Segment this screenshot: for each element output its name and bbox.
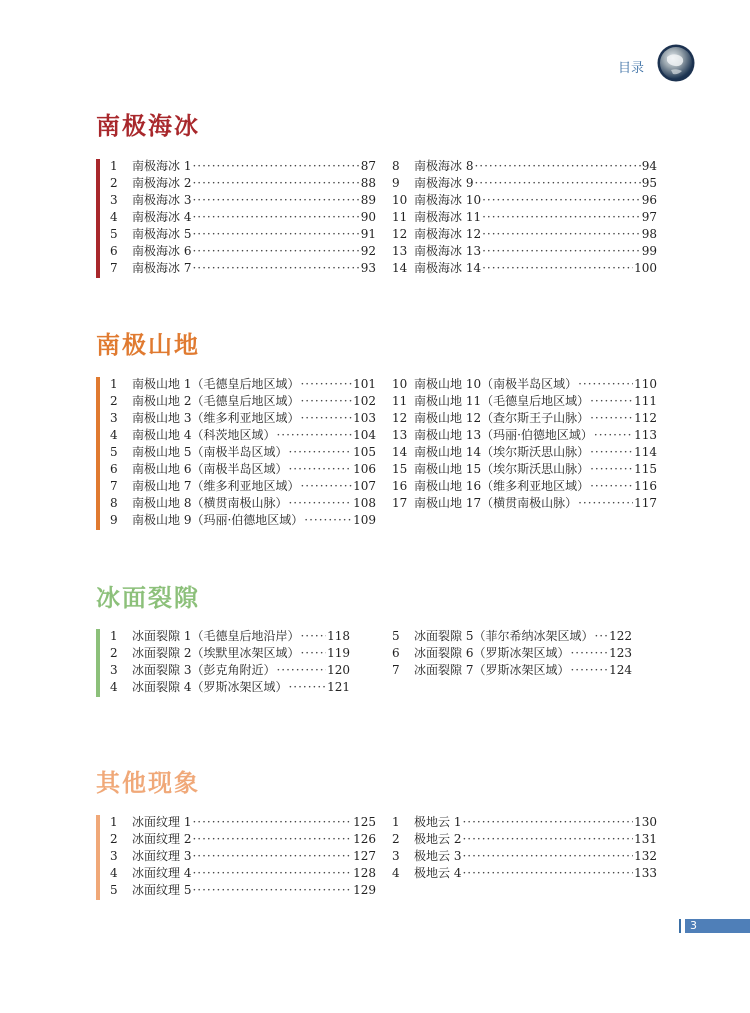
entry-number: 5: [110, 883, 118, 897]
toc-entry[interactable]: [392, 376, 657, 393]
toc-entry[interactable]: [110, 226, 376, 243]
entry-page: 116: [634, 479, 657, 493]
entry-number: 2: [110, 646, 118, 660]
entry-label: 冰面裂隙 7（罗斯冰架区域）: [414, 663, 570, 677]
entry-number: 4: [110, 428, 118, 442]
entry-number: 2: [110, 176, 118, 190]
entry-label: 冰面纹理 2: [132, 832, 192, 846]
entry-label: 南极海冰 10: [414, 193, 482, 207]
section-title: 冰面裂隙: [96, 583, 200, 612]
section-accent-bar: [96, 629, 100, 697]
entry-label: 南极海冰 12: [414, 227, 482, 241]
leader-dots: [288, 444, 352, 461]
entry-label: 南极山地 9（玛丽·伯德地区域）: [132, 513, 304, 527]
leader-dots: [594, 628, 608, 645]
page-bar-accent: [679, 919, 681, 933]
leader-dots: [578, 376, 633, 393]
leader-dots: [300, 376, 352, 393]
leader-dots: [590, 393, 633, 410]
entry-number: 4: [110, 680, 118, 694]
entry-number: 1: [110, 159, 118, 173]
entry-page: 120: [327, 663, 350, 677]
leader-dots: [288, 679, 326, 696]
leader-dots: [482, 226, 641, 243]
entry-page: 97: [641, 210, 657, 224]
entry-label: 南极海冰 1: [132, 159, 192, 173]
leader-dots: [570, 662, 608, 679]
toc-entry[interactable]: [110, 645, 350, 662]
toc-entry[interactable]: [110, 628, 350, 645]
toc-entry[interactable]: [110, 192, 376, 209]
entry-label: 南极山地 1（毛德皇后地区域）: [132, 377, 300, 391]
toc-entry[interactable]: [110, 260, 376, 277]
entry-page: 89: [360, 193, 376, 207]
entry-page: 103: [353, 411, 376, 425]
entry-page: 105: [353, 445, 376, 459]
entry-label: 冰面裂隙 4（罗斯冰架区域）: [132, 680, 288, 694]
entry-label: 南极山地 17（横贯南极山脉）: [414, 496, 578, 510]
entry-number: 3: [110, 663, 118, 677]
toc-entry[interactable]: [110, 158, 376, 175]
entry-page: 87: [360, 159, 376, 173]
entry-label: 极地云 1: [414, 815, 462, 829]
entry-label: 南极山地 15（埃尔斯沃思山脉）: [414, 462, 590, 476]
globe-icon: [657, 44, 695, 82]
toc-entry[interactable]: [392, 427, 657, 444]
leader-dots: [192, 209, 359, 226]
entry-number: 1: [110, 815, 118, 829]
entry-number: 3: [392, 849, 400, 863]
toc-entry[interactable]: [392, 495, 657, 512]
header-label: 目录: [618, 61, 645, 76]
entry-number: 13: [392, 428, 408, 442]
entry-number: 17: [392, 496, 408, 510]
leader-dots: [462, 831, 633, 848]
toc-entry[interactable]: [392, 209, 657, 226]
entry-number: 10: [392, 377, 408, 391]
toc-entry[interactable]: [110, 848, 376, 865]
entry-page: 125: [353, 815, 376, 829]
entry-number: 11: [392, 210, 408, 224]
entry-page: 123: [609, 646, 632, 660]
entry-number: 7: [392, 663, 400, 677]
entry-page: 98: [641, 227, 657, 241]
entry-page: 93: [360, 261, 376, 275]
entry-page: 95: [641, 176, 657, 190]
toc-entry[interactable]: [392, 410, 657, 427]
entry-page: 115: [634, 462, 657, 476]
leader-dots: [482, 209, 641, 226]
entry-label: 极地云 3: [414, 849, 462, 863]
entry-label: 冰面纹理 4: [132, 866, 192, 880]
leader-dots: [192, 192, 359, 209]
toc-entry[interactable]: [110, 865, 376, 882]
leader-dots: [300, 478, 352, 495]
entry-label: 南极海冰 9: [414, 176, 474, 190]
toc-entry[interactable]: [110, 495, 376, 512]
entry-number: 4: [110, 866, 118, 880]
leader-dots: [462, 814, 633, 831]
entry-number: 1: [110, 377, 118, 391]
entry-page: 129: [353, 883, 376, 897]
leader-dots: [594, 427, 633, 444]
entry-page: 110: [634, 377, 657, 391]
entry-number: 12: [392, 227, 408, 241]
entry-label: 南极海冰 11: [414, 210, 482, 224]
entry-label: 南极山地 3（维多利亚地区域）: [132, 411, 300, 425]
toc-entry[interactable]: [110, 393, 376, 410]
entry-page: 114: [634, 445, 657, 459]
toc-entry[interactable]: [392, 831, 657, 848]
toc-entry[interactable]: [392, 243, 657, 260]
toc-entry[interactable]: [392, 175, 657, 192]
entry-label: 冰面裂隙 5（菲尔希纳冰架区域）: [414, 629, 594, 643]
leader-dots: [300, 628, 326, 645]
entry-page: 111: [634, 394, 657, 408]
leader-dots: [590, 410, 633, 427]
toc-entry[interactable]: [110, 814, 376, 831]
toc-entry[interactable]: [110, 478, 376, 495]
leader-dots: [300, 393, 352, 410]
entry-number: 7: [110, 479, 118, 493]
entry-label: 南极海冰 7: [132, 261, 192, 275]
leader-dots: [192, 882, 352, 899]
leader-dots: [276, 662, 326, 679]
entry-number: 6: [110, 244, 118, 258]
entry-label: 南极山地 11（毛德皇后地区域）: [414, 394, 590, 408]
leader-dots: [570, 645, 608, 662]
entry-page: 99: [641, 244, 657, 258]
entry-number: 14: [392, 445, 408, 459]
leader-dots: [590, 461, 633, 478]
entry-label: 南极海冰 6: [132, 244, 192, 258]
toc-entry[interactable]: [392, 393, 657, 410]
leader-dots: [192, 831, 352, 848]
toc-entry[interactable]: [110, 243, 376, 260]
toc-column-left: [110, 158, 376, 277]
section-accent-bar: [96, 815, 100, 900]
section-title: 南极山地: [96, 330, 200, 359]
entry-number: 9: [392, 176, 400, 190]
leader-dots: [192, 175, 359, 192]
entry-page: 109: [353, 513, 376, 527]
toc-entry[interactable]: [392, 192, 657, 209]
toc-entry[interactable]: [110, 512, 376, 529]
leader-dots: [300, 410, 352, 427]
leader-dots: [304, 512, 352, 529]
entry-page: 124: [609, 663, 632, 677]
leader-dots: [590, 478, 633, 495]
leader-dots: [482, 260, 633, 277]
leader-dots: [192, 814, 352, 831]
leader-dots: [590, 444, 633, 461]
leader-dots: [482, 192, 641, 209]
entry-number: 4: [392, 866, 400, 880]
entry-page: 130: [634, 815, 657, 829]
entry-label: 南极海冰 2: [132, 176, 192, 190]
entry-number: 6: [110, 462, 118, 476]
toc-entry[interactable]: [392, 645, 632, 662]
toc-column-right: [392, 628, 632, 679]
entry-label: 冰面纹理 5: [132, 883, 192, 897]
toc-entry[interactable]: [110, 461, 376, 478]
toc-entry[interactable]: [110, 175, 376, 192]
entry-label: 南极海冰 13: [414, 244, 482, 258]
entry-number: 5: [110, 445, 118, 459]
entry-label: 南极海冰 5: [132, 227, 192, 241]
entry-label: 南极海冰 14: [414, 261, 482, 275]
entry-label: 极地云 2: [414, 832, 462, 846]
entry-number: 1: [110, 629, 118, 643]
entry-page: 96: [641, 193, 657, 207]
leader-dots: [474, 158, 640, 175]
entry-number: 10: [392, 193, 408, 207]
entry-page: 126: [353, 832, 376, 846]
toc-entry[interactable]: [392, 158, 657, 175]
entry-label: 南极山地 2（毛德皇后地区域）: [132, 394, 300, 408]
entry-page: 118: [327, 629, 350, 643]
entry-page: 88: [360, 176, 376, 190]
entry-label: 南极山地 12（查尔斯王子山脉）: [414, 411, 590, 425]
entry-page: 104: [353, 428, 376, 442]
entry-label: 南极海冰 3: [132, 193, 192, 207]
leader-dots: [192, 865, 352, 882]
leader-dots: [474, 175, 640, 192]
entry-number: 2: [110, 832, 118, 846]
entry-label: 冰面裂隙 6（罗斯冰架区域）: [414, 646, 570, 660]
leader-dots: [288, 495, 352, 512]
entry-number: 3: [110, 193, 118, 207]
leader-dots: [192, 848, 352, 865]
toc-column-left: [110, 628, 350, 696]
leader-dots: [288, 461, 352, 478]
entry-number: 14: [392, 261, 408, 275]
toc-entry[interactable]: [110, 662, 350, 679]
entry-page: 119: [327, 646, 350, 660]
entry-number: 8: [110, 496, 118, 510]
entry-label: 南极山地 14（埃尔斯沃思山脉）: [414, 445, 590, 459]
entry-number: 7: [110, 261, 118, 275]
toc-entry[interactable]: [110, 410, 376, 427]
toc-entry[interactable]: [392, 260, 657, 277]
entry-label: 南极山地 7（维多利亚地区域）: [132, 479, 300, 493]
entry-number: 3: [110, 849, 118, 863]
toc-entry[interactable]: [392, 848, 657, 865]
entry-number: 3: [110, 411, 118, 425]
leader-dots: [482, 243, 641, 260]
entry-number: 4: [110, 210, 118, 224]
entry-number: 2: [110, 394, 118, 408]
toc-entry[interactable]: [392, 478, 657, 495]
entry-label: 南极山地 4（科茨地区域）: [132, 428, 276, 442]
section-accent-bar: [96, 377, 100, 530]
entry-number: 9: [110, 513, 118, 527]
entry-number: 5: [110, 227, 118, 241]
entry-page: 107: [353, 479, 376, 493]
entry-label: 南极海冰 8: [414, 159, 474, 173]
leader-dots: [462, 865, 633, 882]
entry-page: 131: [634, 832, 657, 846]
entry-number: 11: [392, 394, 408, 408]
entry-label: 南极山地 13（玛丽·伯德地区域）: [414, 428, 593, 442]
entry-number: 16: [392, 479, 408, 493]
toc-entry[interactable]: [110, 831, 376, 848]
entry-label: 冰面纹理 1: [132, 815, 192, 829]
entry-page: 128: [353, 866, 376, 880]
toc-entry[interactable]: [392, 444, 657, 461]
entry-page: 90: [360, 210, 376, 224]
entry-page: 132: [634, 849, 657, 863]
entry-label: 南极山地 5（南极半岛区域）: [132, 445, 288, 459]
toc-entry[interactable]: [110, 209, 376, 226]
entry-page: 100: [634, 261, 657, 275]
entry-page: 121: [327, 680, 350, 694]
entry-label: 南极山地 16（维多利亚地区域）: [414, 479, 590, 493]
entry-label: 极地云 4: [414, 866, 462, 880]
entry-page: 108: [353, 496, 376, 510]
entry-label: 南极山地 8（横贯南极山脉）: [132, 496, 288, 510]
toc-entry[interactable]: [392, 814, 657, 831]
entry-number: 13: [392, 244, 408, 258]
leader-dots: [462, 848, 633, 865]
section-title: 其他现象: [96, 768, 200, 797]
toc-entry[interactable]: [392, 461, 657, 478]
toc-column-right: [392, 376, 657, 512]
leader-dots: [276, 427, 352, 444]
entry-number: 1: [392, 815, 400, 829]
entry-number: 15: [392, 462, 408, 476]
toc-column-right: [392, 814, 657, 882]
entry-label: 冰面裂隙 3（彭克角附近）: [132, 663, 276, 677]
entry-page: 127: [353, 849, 376, 863]
entry-label: 冰面裂隙 1（毛德皇后地沿岸）: [132, 629, 300, 643]
toc-entry[interactable]: [392, 628, 632, 645]
entry-number: 5: [392, 629, 400, 643]
section-accent-bar: [96, 159, 100, 278]
toc-entry[interactable]: [392, 662, 632, 679]
leader-dots: [578, 495, 633, 512]
leader-dots: [192, 260, 359, 277]
entry-page: 91: [360, 227, 376, 241]
entry-page: 133: [634, 866, 657, 880]
toc-entry[interactable]: [110, 882, 376, 899]
entry-number: 8: [392, 159, 400, 173]
leader-dots: [192, 226, 359, 243]
entry-label: 南极山地 6（南极半岛区域）: [132, 462, 288, 476]
toc-column-left: [110, 814, 376, 899]
entry-page: 117: [634, 496, 657, 510]
entry-page: 102: [353, 394, 376, 408]
entry-page: 101: [353, 377, 376, 391]
toc-entry[interactable]: [110, 376, 376, 393]
toc-entry[interactable]: [110, 679, 350, 696]
entry-number: 12: [392, 411, 408, 425]
entry-page: 106: [353, 462, 376, 476]
leader-dots: [300, 645, 326, 662]
toc-entry[interactable]: [110, 427, 376, 444]
toc-column-right: [392, 158, 657, 277]
entry-label: 冰面纹理 3: [132, 849, 192, 863]
page-number: 3: [690, 919, 697, 932]
entry-label: 冰面裂隙 2（埃默里冰架区域）: [132, 646, 300, 660]
entry-page: 94: [641, 159, 657, 173]
toc-entry[interactable]: [110, 444, 376, 461]
entry-page: 122: [609, 629, 632, 643]
toc-column-left: [110, 376, 376, 529]
toc-entry[interactable]: [392, 226, 657, 243]
entry-page: 112: [634, 411, 657, 425]
section-title: 南极海冰: [96, 111, 200, 140]
entry-page: 92: [360, 244, 376, 258]
entry-label: 南极海冰 4: [132, 210, 192, 224]
entry-page: 113: [634, 428, 657, 442]
toc-entry[interactable]: [392, 865, 657, 882]
leader-dots: [192, 243, 359, 260]
entry-number: 6: [392, 646, 400, 660]
entry-label: 南极山地 10（南极半岛区域）: [414, 377, 578, 391]
leader-dots: [192, 158, 359, 175]
entry-number: 2: [392, 832, 400, 846]
